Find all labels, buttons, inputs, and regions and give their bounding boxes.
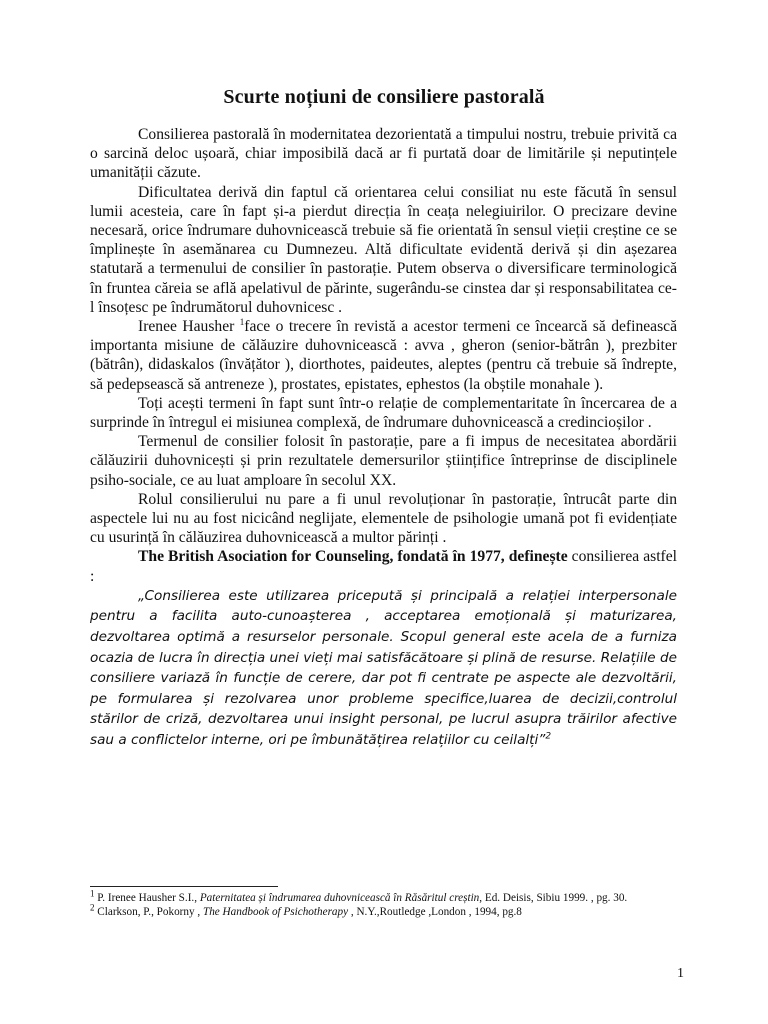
footnote-2-author: Clarkson, P., Pokorny , xyxy=(94,905,203,918)
footnote-2-number: 2 xyxy=(90,901,95,912)
document-body xyxy=(90,125,677,751)
footnote-ref-1: 1 xyxy=(239,316,245,327)
footnote-1 xyxy=(90,888,680,906)
footnote-ref-2: 2 xyxy=(545,731,552,742)
page-number: 1 xyxy=(677,966,684,981)
footnote-2 xyxy=(90,901,680,920)
paragraph-7-rest: consilierea astfel : xyxy=(90,548,678,585)
paragraph-2: Dificultatea derivă din faptul că orientarea celui consiliat nu este făcută în sensul lumii acesteia, care în fapt și-a pierdut direcția în ceața nelegiuirilor. O precizare devine necesară, orice îndrumare duhovnicească trebuie să fie orientată în sensul vieții creștine ce se împlinește în asemănarea cu Dumnezeu. Altă dificultate evidentă derivă și din așezarea statutară a termenului de consilier în pastorație. Putem observa o diversificare terminologică în fruntea căreia se află apelativul de părinte, sugerându-se cinstea dar și responsabilitatea ce-l însoțesc pe îndrumătorul duhovnicesc . xyxy=(90,183,677,316)
footnote-2-title: The Handbook of Psichotherapy xyxy=(202,905,349,918)
quotation xyxy=(90,586,677,751)
quotation-close: ” xyxy=(538,732,546,749)
paragraph-3 xyxy=(90,317,677,394)
paragraph-5: Termenul de consilier folosit în pastorație, pare a fi impus de necesitatea abordării călăuzirii duhovnicești și prin rezultatele demersurilor științifice întreprinse de disciplinele psiho-sociale, ce au luat amploare în secolul XX. xyxy=(90,433,677,489)
footnote-1-number: 1 xyxy=(90,888,95,899)
paragraph-3-rest: face o trecere în revistă a acestor termeni ce încearcă să definească importanta misiune de călăuzire duhovnicească : avva , gheron (senior-bătrân ), prezbiter (bătrân), didaskalos (învățător ), diorthotes, paideutes, aleptes (pentru că trebuie să îndrepte, să pedepsească să antreneze ), prostates, epistates, ephestos (la obștile monahale ). xyxy=(90,318,677,393)
quotation-text: „Consilierea este utilizarea pricepută și principală a relației interpersonale pentru a facilita auto-cunoașterea , acceptarea emoțională și maturizarea, dezvoltarea optimă a resurselor personale. Scopul general este acela de a furniza ocazia de lucra în direcția unei vieți mai satisfăcătoare și plină de resurse. Relațiile de consiliere variază în funcție de cerere, dar pot fi centrate pe aspecte ale dezvoltării, pe formularea și rezolvarea unor probleme specifice,luarea de decizii,controlul stărilor de criză, dezvoltarea unui insight personal, pe lucrul asupra trăirilor afective sau a conflictelor interne, ori pe îmbunătățirea relațiilor cu ceilalți xyxy=(90,587,677,749)
paragraph-6: Rolul consilierului nu pare a fi unul revoluționar în pastorație, întrucât parte din aspectele lui nu au fost nicicând neglijate, elementele de psihologie umană pot fi evidențiate cu usurință în călăuzirea duhovnicească a multor părinți . xyxy=(90,490,677,547)
footnotes xyxy=(90,888,680,919)
paragraph-4: Toți acești termeni în fapt sunt într-o relație de complementaritate în încercarea de a surprinde în întregul ei misiunea complexă, de îndrumare duhovnicească a credincioșilor . xyxy=(90,394,677,432)
paragraph-7-bold: The British Asociation for Counseling, fondată în 1977, definește xyxy=(138,548,568,566)
document-title: Scurte noțiuni de consiliere pastorală xyxy=(223,86,545,108)
footnote-divider xyxy=(90,886,278,887)
footnote-1-author: P. Irenee Hausher S.I., xyxy=(94,892,200,904)
paragraph-3-start: Irenee Hausher xyxy=(138,318,240,336)
paragraph-1: Consilierea pastorală în modernitatea dezorientată a timpului nostru, trebuie privită ca o sarcină deloc ușoară, chiar imposibilă dacă ar fi purtată doar de limitările și neputințele umanității căzute. xyxy=(90,126,677,182)
paragraph-7 xyxy=(90,547,677,585)
footnote-2-details: , N.Y.,Routledge ,London , 1994, pg.8 xyxy=(348,905,522,918)
footnote-1-details: , Ed. Deisis, Sibiu 1999. , pg. 30. xyxy=(479,892,628,904)
footnote-1-title: Paternitatea și îndrumarea duhovnicească în Răsăritul creștin xyxy=(199,892,480,904)
